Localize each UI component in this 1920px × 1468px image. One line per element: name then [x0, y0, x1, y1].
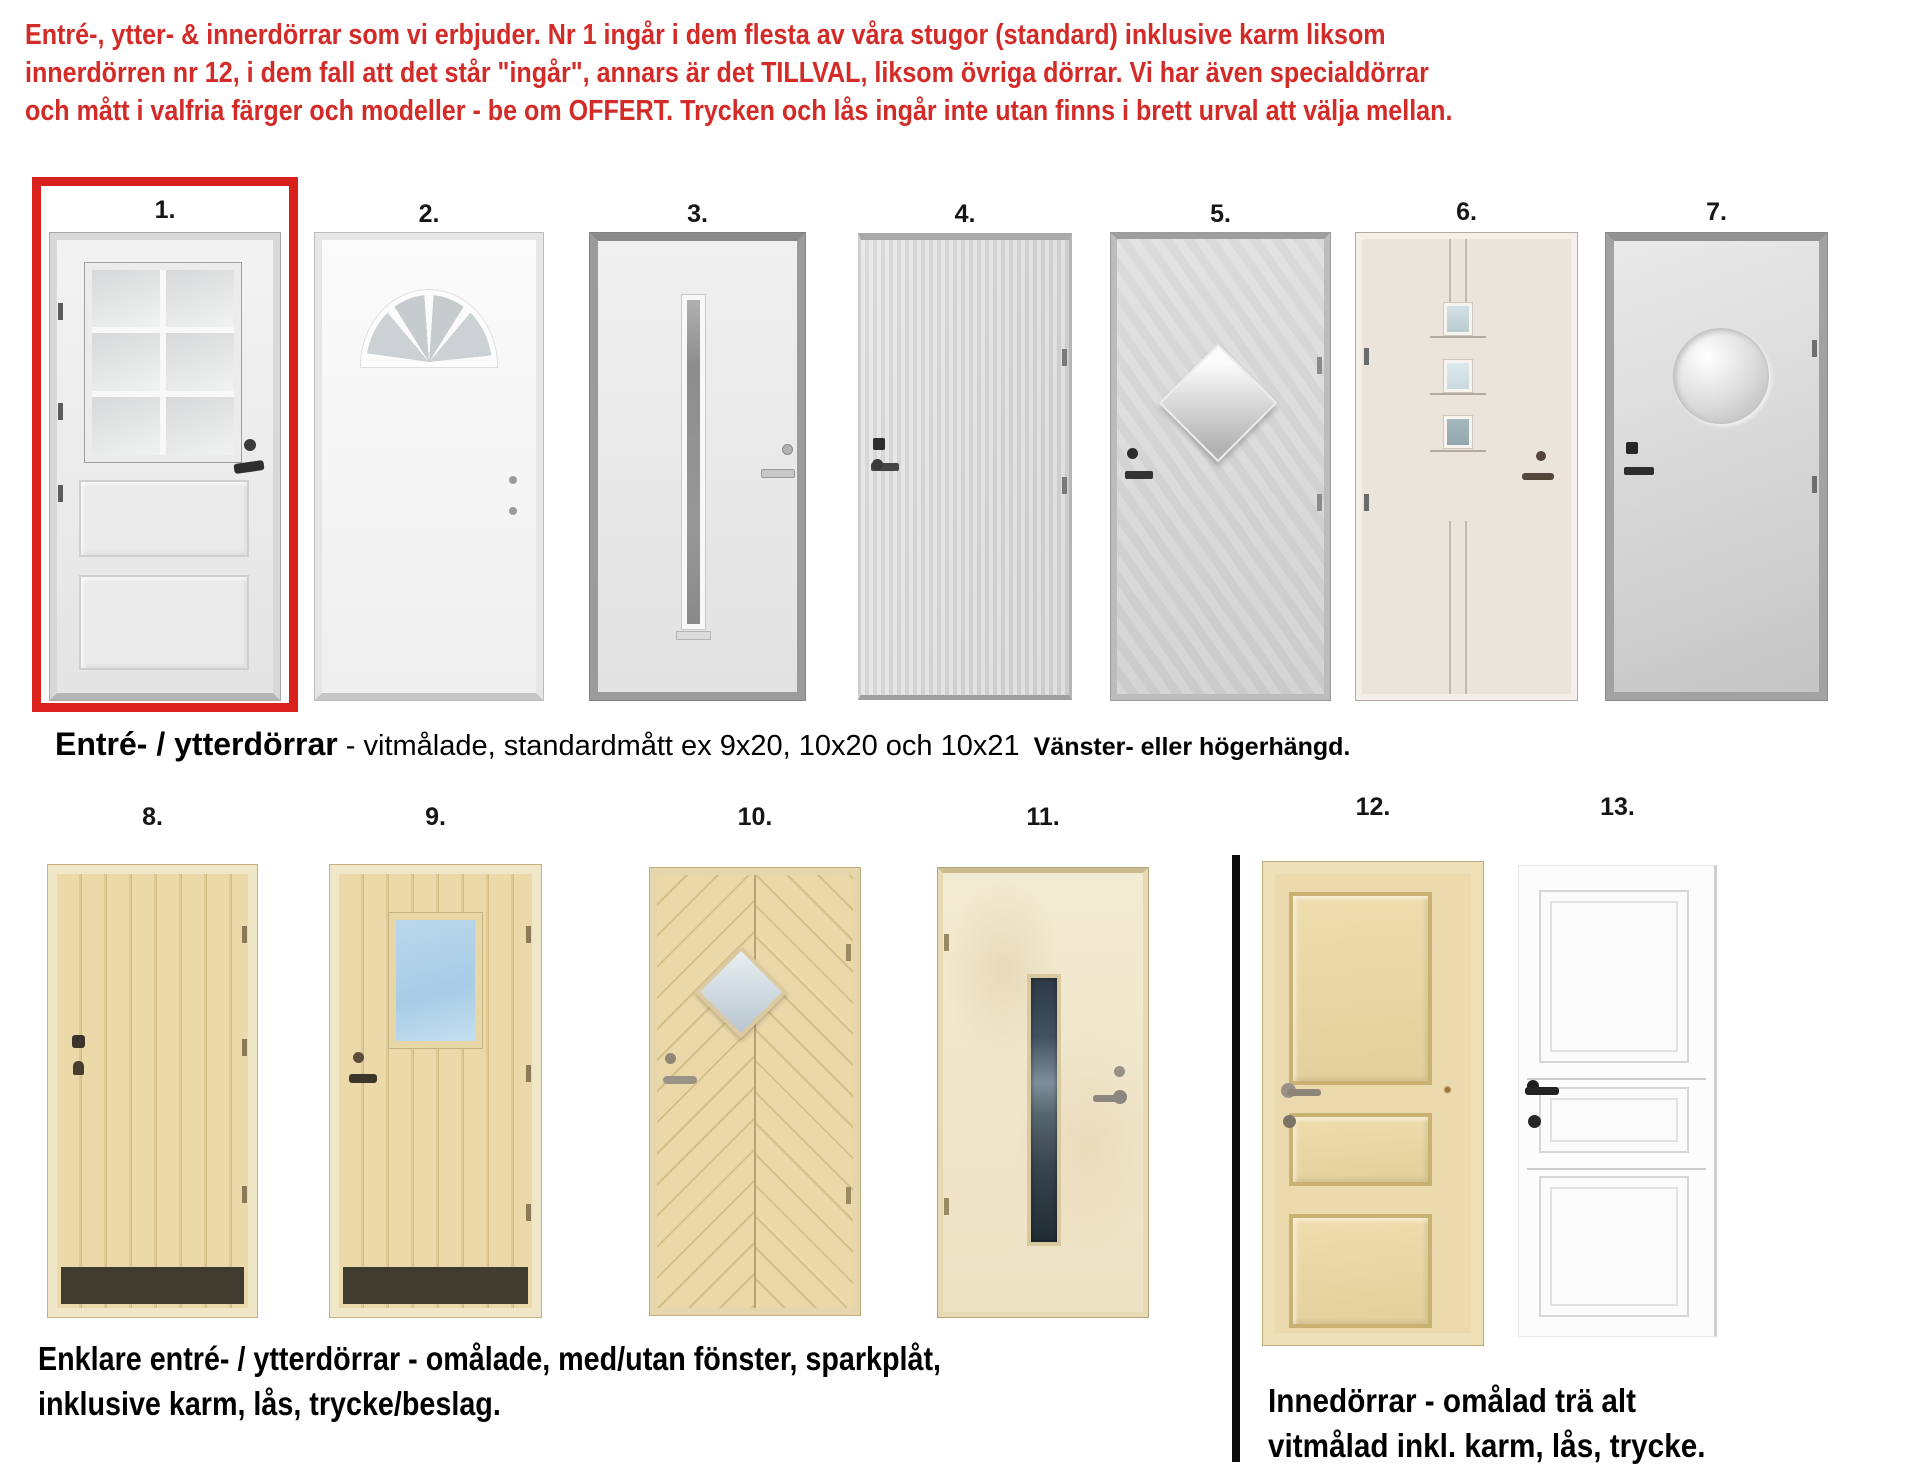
- row2-caption-right-line2: vitmålad inkl. karm, lås, trycke.: [1268, 1427, 1706, 1464]
- door-7-handle: [1624, 467, 1654, 475]
- door-9: [330, 865, 541, 1317]
- door-3-window-sill: [676, 631, 712, 640]
- door-1-upper-panel: [79, 480, 250, 557]
- door-1-hinge: [58, 485, 63, 502]
- door-12-middle-panel: [1289, 1113, 1432, 1186]
- door-5-lock: [1127, 448, 1138, 459]
- door-2-fanlight-window: [361, 290, 498, 367]
- door-11-lock: [1114, 1066, 1125, 1077]
- door-5-number: 5.: [1210, 200, 1231, 228]
- door-12: [1263, 862, 1483, 1345]
- row1-caption-title: Entré- / ytterdörrar: [55, 726, 338, 762]
- door-7-lock: [1626, 442, 1638, 454]
- door-11-hinge: [944, 1198, 949, 1215]
- door-8-number: 8.: [142, 803, 163, 831]
- door-1-hinge: [58, 303, 63, 320]
- door-3-number: 3.: [687, 200, 708, 228]
- door-5-diamond-window: [1159, 343, 1278, 462]
- door-9-window: [389, 913, 482, 1048]
- door-5: [1111, 233, 1330, 700]
- door-2-number: 2.: [418, 200, 440, 228]
- door-6-number: 6.: [1456, 198, 1477, 226]
- door-7-hinge: [1812, 340, 1817, 357]
- row1-caption-text: - vitmålade, standardmått ex 9x20, 10x20 och 10x21: [337, 730, 1020, 762]
- row1-caption-suffix: Vänster- eller högerhängd.: [1033, 733, 1351, 761]
- door-10-number: 10.: [737, 803, 773, 831]
- door-10-hinge: [846, 944, 851, 961]
- door-5-hinge: [1317, 494, 1322, 511]
- door-11-hinge: [944, 934, 949, 951]
- door-6-handle: [1522, 473, 1554, 480]
- door-5-handle: [1125, 471, 1153, 479]
- door-12-handle: [1287, 1089, 1321, 1096]
- door-1: [50, 233, 280, 700]
- door-10: [650, 868, 860, 1315]
- door-10-right-chevron: [755, 875, 853, 1308]
- door-4: [858, 233, 1072, 700]
- door-13-keyhole: [1528, 1115, 1541, 1128]
- row1-caption: [55, 726, 1350, 763]
- door-3-handle: [761, 469, 795, 478]
- row2-caption-left-line2: inklusive karm, lås, trycke/beslag.: [38, 1385, 501, 1422]
- door-1-lower-panel: [79, 575, 250, 670]
- door-10-handle: [663, 1076, 697, 1084]
- door-8-hinge: [242, 926, 247, 943]
- door-2: [315, 233, 543, 700]
- door-6-groove-bottom: [1449, 521, 1467, 694]
- door-12-keyhole: [1283, 1115, 1296, 1128]
- door-11: [938, 868, 1148, 1317]
- door-9-handle: [349, 1074, 377, 1083]
- header-text: [25, 16, 1452, 130]
- section-divider-line: [1232, 855, 1240, 1462]
- door-2-lock: [509, 476, 517, 484]
- row2-caption-right-line1: Innedörrar - omålad trä alt: [1268, 1382, 1637, 1419]
- door-9-hinge: [526, 1204, 531, 1221]
- door-11-glass-strip: [1027, 974, 1061, 1246]
- door-13-number: 13.: [1600, 793, 1635, 821]
- door-13-top-panel: [1539, 890, 1689, 1064]
- row2-caption-right: [1268, 1378, 1705, 1468]
- door-13: [1518, 865, 1717, 1337]
- door-4-lock: [873, 438, 885, 450]
- door-1-six-pane-window: [85, 263, 241, 462]
- door-1-hinge: [58, 403, 63, 420]
- door-9-lock: [353, 1052, 364, 1063]
- door-9-hinge: [526, 1065, 531, 1082]
- door-7-number: 7.: [1706, 198, 1727, 226]
- door-8: [48, 865, 257, 1317]
- door-6: [1356, 233, 1577, 700]
- door-9-number: 9.: [425, 803, 446, 831]
- door-1-lock: [244, 439, 256, 451]
- door-13-handle: [1525, 1087, 1559, 1095]
- row2-caption-left: [38, 1336, 941, 1426]
- door-12-number: 12.: [1355, 793, 1391, 821]
- header-line-3: och mått i valfria färger och modeller - be om OFFERT. Trycken och lås ingår inte utan finns i brett urval att välja mellan.: [25, 95, 1453, 127]
- door-10-hinge: [846, 1187, 851, 1204]
- door-7: [1606, 233, 1827, 700]
- door-3-glass-strip: [682, 295, 706, 629]
- door-1-handle: [234, 460, 265, 474]
- door-6-hinge: [1364, 348, 1369, 365]
- door-6-window-3: [1444, 416, 1472, 448]
- door-7-hinge: [1812, 476, 1817, 493]
- door-8-handle: [73, 1061, 84, 1075]
- row2-caption-left-line1: Enklare entré- / ytterdörrar - omålade, med/utan fönster, sparkplåt,: [38, 1340, 942, 1377]
- door-8-kick-plate: [61, 1267, 244, 1304]
- door-6-window-2: [1444, 360, 1472, 392]
- door-6-hinge: [1364, 494, 1369, 511]
- door-8-hinge: [242, 1039, 247, 1056]
- door-8-hinge: [242, 1186, 247, 1203]
- door-12-bottom-panel: [1289, 1214, 1432, 1329]
- door-11-handle: [1093, 1095, 1119, 1102]
- door-10-lock: [665, 1053, 676, 1064]
- door-9-hinge: [526, 926, 531, 943]
- door-4-hinge: [1062, 477, 1067, 494]
- door-7-porthole-window: [1673, 328, 1769, 424]
- door-11-number: 11.: [1026, 803, 1060, 831]
- door-3-lock: [782, 444, 793, 455]
- door-13-bottom-panel: [1539, 1176, 1689, 1317]
- door-1-number: 1.: [154, 196, 176, 224]
- door-6-window-1: [1444, 303, 1472, 335]
- door-2-handle: [509, 507, 517, 515]
- door-4-hinge: [1062, 349, 1067, 366]
- door-6-lock: [1536, 451, 1546, 461]
- door-5-hinge: [1317, 357, 1322, 374]
- door-10-left-chevron: [657, 875, 755, 1308]
- door-13-middle-panel: [1539, 1087, 1689, 1153]
- door-8-lock: [72, 1035, 85, 1048]
- door-12-top-panel: [1289, 892, 1432, 1085]
- header-line-2: innerdörren nr 12, i dem fall att det står "ingår", annars är det TILLVAL, liksom övriga dörrar. Vi har även specialdörrar: [25, 57, 1429, 89]
- door-9-kick-plate: [343, 1267, 528, 1304]
- door-4-number: 4.: [954, 200, 976, 228]
- header-line-1: Entré-, ytter- & innerdörrar som vi erbjuder. Nr 1 ingår i dem flesta av våra stugor (standard) inklusive karm liksom: [25, 19, 1386, 51]
- door-3: [590, 233, 805, 700]
